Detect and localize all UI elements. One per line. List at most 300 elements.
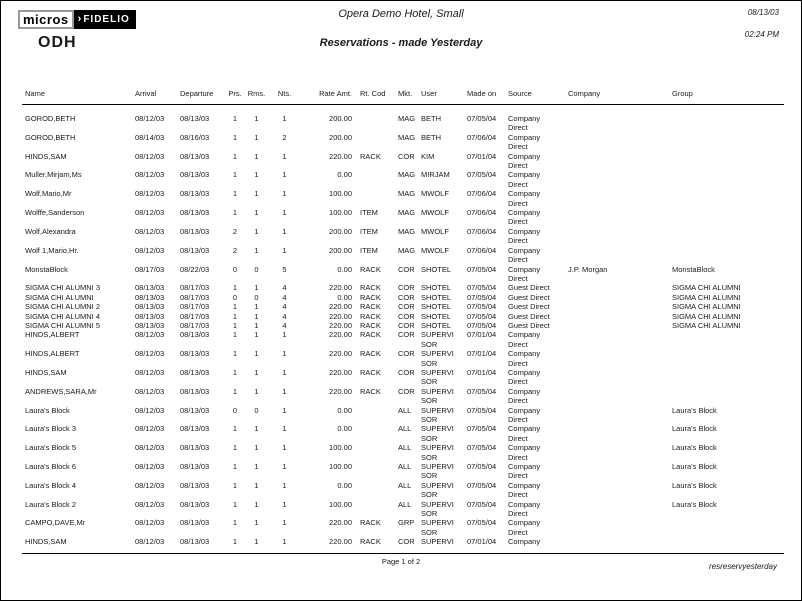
column-header-rt_cod: Rt. Cod — [354, 89, 392, 105]
cell-company — [562, 537, 666, 546]
cell-prs: 1 — [232, 320, 238, 330]
table-row — [22, 500, 784, 519]
cell-departure: 08/17/03 — [180, 302, 210, 312]
cell-departure: 08/17/03 — [180, 320, 210, 330]
cell-made_on: 07/05/04 — [467, 443, 497, 453]
cell-rate: 220.00 — [329, 330, 352, 340]
cell-arrival: 08/12/03 — [135, 443, 165, 453]
cell-nts: 1 — [282, 405, 287, 415]
cell-mkt: COR — [398, 151, 415, 161]
cell-rate: 220.00 — [329, 283, 352, 293]
cell-rate: 0.00 — [337, 264, 352, 274]
cell-company — [562, 462, 666, 481]
cell-nts: 1 — [282, 330, 287, 340]
cell-company — [562, 481, 666, 500]
cell-source: Company Direct — [508, 330, 541, 349]
cell-departure: 08/13/03 — [180, 330, 210, 340]
cell-group — [666, 387, 784, 406]
cell-nts: 1 — [282, 537, 287, 547]
cell-mkt: MAG — [398, 208, 416, 218]
cell-prs: 2 — [232, 245, 238, 255]
cell-rt_cod — [354, 406, 392, 425]
cell-mkt: GRP — [398, 518, 415, 528]
cell-prs: 0 — [232, 264, 238, 274]
cell-arrival: 08/12/03 — [135, 170, 165, 180]
cell-source: Company Direct — [508, 208, 541, 227]
cell-made_on: 07/05/04 — [467, 405, 497, 415]
cell-company: J.P. Morgan — [568, 264, 608, 274]
cell-mkt: COR — [398, 349, 415, 359]
column-header-nts: Nts. — [268, 89, 301, 105]
column-header-mkt: Mkt. — [392, 89, 415, 105]
cell-nts: 4 — [282, 320, 287, 330]
cell-prs: 0 — [232, 405, 238, 415]
cell-rms: 1 — [254, 537, 259, 547]
cell-company — [562, 246, 666, 265]
cell-group — [666, 349, 784, 368]
cell-nts: 1 — [282, 114, 287, 123]
cell-group — [666, 246, 784, 265]
cell-user: SUPERVI SOR — [421, 386, 454, 406]
cell-name: SIGMA CHI ALUMNI — [25, 292, 94, 302]
cell-rate: 200.00 — [329, 114, 352, 123]
cell-arrival: 08/12/03 — [135, 518, 165, 528]
cell-departure: 08/13/03 — [180, 462, 210, 472]
cell-rms: 1 — [254, 424, 259, 434]
column-header-source: Source — [502, 89, 562, 105]
cell-company — [562, 321, 666, 330]
cell-rate: 220.00 — [329, 349, 352, 359]
cell-company — [562, 424, 666, 443]
cell-rms: 1 — [254, 349, 259, 359]
cell-rms: 1 — [254, 311, 259, 321]
cell-rate: 0.00 — [337, 480, 352, 490]
cell-rate: 220.00 — [329, 537, 352, 547]
cell-nts: 4 — [282, 302, 287, 312]
cell-rt_cod — [354, 424, 392, 443]
cell-source: Company Direct — [508, 480, 541, 500]
table-row — [22, 246, 784, 265]
table-row — [22, 265, 784, 284]
cell-departure: 08/16/03 — [180, 132, 210, 142]
cell-rms: 1 — [254, 330, 259, 340]
cell-company — [562, 518, 666, 537]
cell-source: Company Direct — [508, 518, 541, 537]
cell-rms: 0 — [254, 264, 259, 274]
cell-name: Wolf 1,Mario,Hr. — [25, 245, 79, 255]
cell-nts: 1 — [282, 151, 287, 161]
cell-company — [562, 105, 666, 133]
cell-name: Muller,Mirjam,Ms — [25, 170, 82, 180]
cell-prs: 1 — [232, 189, 238, 199]
cell-source: Guest Direct — [508, 292, 550, 302]
cell-name: Laura's Block — [25, 405, 70, 415]
cell-rms: 1 — [254, 151, 259, 161]
column-header-rate: Rate Amt. — [301, 89, 354, 105]
cell-departure: 08/13/03 — [180, 499, 210, 509]
cell-departure: 08/13/03 — [180, 424, 210, 434]
cell-company — [562, 152, 666, 171]
cell-user: BETH — [421, 132, 442, 142]
cell-source: Company Direct — [508, 499, 541, 519]
cell-user: SHOTEL — [421, 292, 452, 302]
cell-made_on: 07/05/04 — [467, 320, 497, 330]
cell-arrival: 08/13/03 — [135, 292, 165, 302]
cell-arrival: 08/12/03 — [135, 226, 165, 236]
cell-arrival: 08/12/03 — [135, 462, 165, 472]
column-header-made_on: Made on — [461, 89, 502, 105]
cell-name: ANDREWS,SARA,Mr — [25, 386, 97, 396]
cell-rt_cod: ITEM — [360, 226, 378, 236]
cell-source: Company Direct — [508, 349, 541, 368]
cell-departure: 08/13/03 — [180, 245, 210, 255]
cell-name: GOROD,BETH — [25, 114, 76, 123]
cell-rms: 1 — [254, 302, 259, 312]
table-header — [22, 89, 784, 105]
cell-arrival: 08/13/03 — [135, 302, 165, 312]
table-row — [22, 349, 784, 368]
cell-rate: 220.00 — [329, 386, 352, 396]
cell-company — [562, 293, 666, 302]
cell-arrival: 08/12/03 — [135, 114, 165, 123]
cell-group: Laura's Block — [672, 443, 717, 453]
cell-arrival: 08/12/03 — [135, 405, 165, 415]
column-header-prs: Prs. — [225, 89, 245, 105]
cell-arrival: 08/12/03 — [135, 537, 165, 547]
cell-rate: 0.00 — [337, 405, 352, 415]
cell-rms: 0 — [254, 292, 259, 302]
cell-company — [562, 330, 666, 349]
cell-made_on: 07/06/04 — [467, 132, 497, 142]
cell-rt_cod — [354, 500, 392, 519]
cell-source: Company Direct — [508, 151, 541, 171]
cell-group — [666, 537, 784, 546]
cell-mkt: MAG — [398, 189, 416, 199]
table-row — [22, 481, 784, 500]
cell-group: Laura's Block — [672, 499, 717, 509]
cell-group: Laura's Block — [672, 405, 717, 415]
cell-source: Company Direct — [508, 114, 541, 133]
cell-made_on: 07/06/04 — [467, 226, 497, 236]
cell-company — [562, 170, 666, 189]
table-row — [22, 537, 784, 546]
cell-nts: 1 — [282, 189, 287, 199]
cell-prs: 1 — [232, 462, 238, 472]
cell-company — [562, 387, 666, 406]
cell-name: SIGMA CHI ALUMNI 5 — [25, 320, 101, 330]
cell-name: Laura's Block 2 — [25, 499, 77, 509]
column-header-name: Name — [22, 89, 132, 105]
logo-fidelio-label: FIDELIO — [83, 14, 130, 25]
cell-prs: 1 — [232, 424, 238, 434]
cell-nts: 5 — [282, 264, 287, 274]
cell-rate: 100.00 — [329, 462, 352, 472]
cell-rt_cod: RACK — [360, 292, 381, 302]
cell-rms: 1 — [254, 170, 259, 180]
cell-departure: 08/13/03 — [180, 386, 210, 396]
cell-source: Guest Direct — [508, 320, 550, 330]
cell-nts: 1 — [282, 208, 287, 218]
cell-source: Company Direct — [508, 189, 541, 208]
table-row — [22, 443, 784, 462]
cell-nts: 1 — [282, 518, 287, 528]
cell-rt_cod: RACK — [360, 320, 381, 330]
cell-arrival: 08/12/03 — [135, 499, 165, 509]
cell-name: Wolf,Alexandra — [25, 226, 76, 236]
cell-user: SUPERVI SOR — [421, 349, 454, 368]
cell-rms: 1 — [254, 443, 259, 453]
cell-made_on: 07/05/04 — [467, 302, 497, 312]
cell-rms: 0 — [254, 405, 259, 415]
cell-rt_cod: RACK — [360, 302, 381, 312]
cell-company — [562, 443, 666, 462]
cell-prs: 1 — [232, 170, 238, 180]
table-row — [22, 321, 784, 330]
table-row — [22, 302, 784, 311]
cell-group: Laura's Block — [672, 462, 717, 472]
cell-rt_cod — [354, 133, 392, 152]
cell-made_on: 07/05/04 — [467, 462, 497, 472]
logo-arrow-icon: › — [77, 13, 83, 25]
print-time: 02:24 PM — [744, 30, 779, 39]
cell-nts: 4 — [282, 292, 287, 302]
cell-rate: 100.00 — [329, 499, 352, 509]
cell-made_on: 07/05/04 — [467, 264, 497, 274]
table-row — [22, 368, 784, 387]
cell-nts: 4 — [282, 283, 287, 293]
cell-user: SHOTEL — [421, 302, 452, 312]
cell-group — [666, 170, 784, 189]
cell-arrival: 08/12/03 — [135, 367, 165, 377]
table-row — [22, 170, 784, 189]
cell-source: Company Direct — [508, 367, 541, 387]
cell-prs: 1 — [232, 302, 238, 312]
cell-prs: 1 — [232, 443, 238, 453]
cell-group — [666, 133, 784, 152]
cell-arrival: 08/12/03 — [135, 349, 165, 359]
cell-source: Guest Direct — [508, 311, 550, 321]
table-row — [22, 208, 784, 227]
cell-departure: 08/13/03 — [180, 208, 210, 218]
report-table-body — [22, 105, 784, 547]
table-row — [22, 152, 784, 171]
cell-name: SIGMA CHI ALUMNI 4 — [25, 311, 101, 321]
cell-prs: 1 — [232, 386, 238, 396]
cell-prs: 1 — [232, 480, 238, 490]
cell-rate: 220.00 — [329, 518, 352, 528]
cell-made_on: 07/05/04 — [467, 311, 497, 321]
cell-arrival: 08/13/03 — [135, 320, 165, 330]
cell-prs: 1 — [232, 367, 238, 377]
cell-group: SIGMA CHI ALUMNI — [672, 320, 741, 330]
cell-rms: 1 — [254, 283, 259, 293]
cell-user: MWOLF — [421, 226, 449, 236]
table-row — [22, 330, 784, 349]
cell-prs: 1 — [232, 349, 238, 359]
cell-user: SUPERVI SOR — [421, 499, 454, 519]
cell-made_on: 07/01/04 — [467, 151, 497, 161]
cell-user: BETH — [421, 114, 442, 123]
cell-rms: 1 — [254, 245, 259, 255]
cell-name: Wolffe,Sanderson — [25, 208, 85, 218]
cell-source: Company Direct — [508, 424, 541, 443]
cell-rms: 1 — [254, 208, 259, 218]
cell-mkt: COR — [398, 320, 415, 330]
cell-rt_cod — [354, 481, 392, 500]
cell-group — [666, 189, 784, 208]
cell-mkt: MAG — [398, 132, 416, 142]
cell-rate: 220.00 — [329, 311, 352, 321]
cell-company — [562, 349, 666, 368]
cell-rate: 100.00 — [329, 208, 352, 218]
cell-mkt: COR — [398, 330, 415, 340]
table-row — [22, 189, 784, 208]
cell-mkt: COR — [398, 292, 415, 302]
cell-company — [562, 312, 666, 321]
cell-prs: 1 — [232, 499, 238, 509]
cell-rate: 100.00 — [329, 189, 352, 199]
cell-user: SUPERVI SOR — [421, 462, 454, 481]
cell-name: HINDS,ALBERT — [25, 330, 80, 340]
cell-prs: 1 — [232, 208, 238, 218]
cell-mkt: COR — [398, 264, 415, 274]
cell-departure: 08/13/03 — [180, 518, 210, 528]
table-row — [22, 518, 784, 537]
cell-mkt: ALL — [398, 424, 412, 434]
table-row — [22, 105, 784, 133]
cell-rate: 0.00 — [337, 424, 352, 434]
cell-rt_cod: RACK — [360, 367, 381, 377]
cell-name: Laura's Block 3 — [25, 424, 77, 434]
table-row — [22, 312, 784, 321]
cell-mkt: ALL — [398, 443, 412, 453]
cell-name: Wolf,Mario,Mr — [25, 189, 72, 199]
cell-rms: 1 — [254, 462, 259, 472]
cell-prs: 1 — [232, 311, 238, 321]
cell-name: CAMPO,DAVE,Mr — [25, 518, 86, 528]
table-row — [22, 293, 784, 302]
cell-rt_cod: RACK — [360, 311, 381, 321]
cell-rate: 220.00 — [329, 302, 352, 312]
cell-name: GOROD,BETH — [25, 132, 76, 142]
cell-rms: 1 — [254, 320, 259, 330]
cell-source: Company — [508, 537, 541, 547]
cell-departure: 08/17/03 — [180, 292, 210, 302]
cell-rate: 0.00 — [337, 292, 352, 302]
cell-arrival: 08/12/03 — [135, 424, 165, 434]
cell-mkt: ALL — [398, 462, 412, 472]
table-row — [22, 424, 784, 443]
cell-departure: 08/13/03 — [180, 480, 210, 490]
cell-prs: 1 — [232, 518, 238, 528]
cell-made_on: 07/05/04 — [467, 386, 497, 396]
cell-rate: 100.00 — [329, 443, 352, 453]
cell-company — [562, 406, 666, 425]
cell-mkt: MAG — [398, 226, 416, 236]
cell-departure: 08/13/03 — [180, 349, 210, 359]
table-row — [22, 283, 784, 292]
cell-user: MIRJAM — [421, 170, 450, 180]
cell-departure: 08/13/03 — [180, 114, 210, 123]
cell-arrival: 08/13/03 — [135, 283, 165, 293]
footer-divider — [22, 553, 784, 554]
cell-name: SIGMA CHI ALUMNI 2 — [25, 302, 101, 312]
cell-group — [666, 227, 784, 246]
cell-mkt: MAG — [398, 245, 416, 255]
column-header-group: Group — [666, 89, 784, 105]
cell-mkt: ALL — [398, 405, 412, 415]
cell-name: HINDS,ALBERT — [25, 349, 80, 359]
cell-rt_cod — [354, 462, 392, 481]
cell-rate: 220.00 — [329, 320, 352, 330]
cell-rate: 200.00 — [329, 132, 352, 142]
cell-nts: 1 — [282, 424, 287, 434]
cell-nts: 1 — [282, 226, 287, 236]
column-header-user: User — [415, 89, 461, 105]
cell-prs: 1 — [232, 537, 238, 547]
table-row — [22, 227, 784, 246]
cell-arrival: 08/13/03 — [135, 311, 165, 321]
cell-rms: 1 — [254, 132, 259, 142]
cell-group — [666, 105, 784, 133]
cell-made_on: 07/06/04 — [467, 208, 497, 218]
column-header-company: Company — [562, 89, 666, 105]
cell-group: Laura's Block — [672, 424, 717, 434]
cell-source: Company Direct — [508, 132, 541, 152]
cell-mkt: ALL — [398, 480, 412, 490]
cell-company — [562, 368, 666, 387]
cell-made_on: 07/05/04 — [467, 170, 497, 180]
cell-rate: 220.00 — [329, 151, 352, 161]
cell-prs: 1 — [232, 283, 238, 293]
cell-prs: 1 — [232, 114, 238, 123]
table-row — [22, 406, 784, 425]
cell-departure: 08/13/03 — [180, 189, 210, 199]
cell-nts: 1 — [282, 480, 287, 490]
cell-rt_cod: RACK — [360, 330, 381, 340]
cell-source: Company Direct — [508, 386, 541, 406]
cell-nts: 1 — [282, 499, 287, 509]
cell-user: SHOTEL — [421, 320, 452, 330]
cell-departure: 08/13/03 — [180, 151, 210, 161]
cell-user: SUPERVI SOR — [421, 367, 454, 387]
cell-user: SUPERVI SOR — [421, 424, 454, 443]
cell-nts: 1 — [282, 443, 287, 453]
cell-rms: 1 — [254, 226, 259, 236]
cell-nts: 1 — [282, 367, 287, 377]
cell-user: MWOLF — [421, 208, 449, 218]
cell-nts: 1 — [282, 349, 287, 359]
cell-user: SUPERVI SOR — [421, 518, 454, 537]
cell-rms: 1 — [254, 518, 259, 528]
cell-made_on: 07/05/04 — [467, 292, 497, 302]
cell-arrival: 08/12/03 — [135, 189, 165, 199]
cell-mkt: MAG — [398, 170, 416, 180]
cell-company — [562, 133, 666, 152]
cell-departure: 08/22/03 — [180, 264, 210, 274]
cell-group: SIGMA CHI ALUMNI — [672, 302, 741, 312]
cell-rms: 1 — [254, 114, 259, 123]
cell-user: SUPERVI — [421, 537, 454, 547]
cell-user: SUPERVI SOR — [421, 443, 454, 462]
cell-made_on: 07/01/04 — [467, 330, 497, 340]
cell-departure: 08/13/03 — [180, 226, 210, 236]
cell-company — [562, 208, 666, 227]
cell-source: Company Direct — [508, 264, 541, 283]
cell-rt_cod: RACK — [360, 264, 381, 274]
report-title: Reservations - made Yesterday — [319, 37, 483, 49]
cell-rms: 1 — [254, 367, 259, 377]
